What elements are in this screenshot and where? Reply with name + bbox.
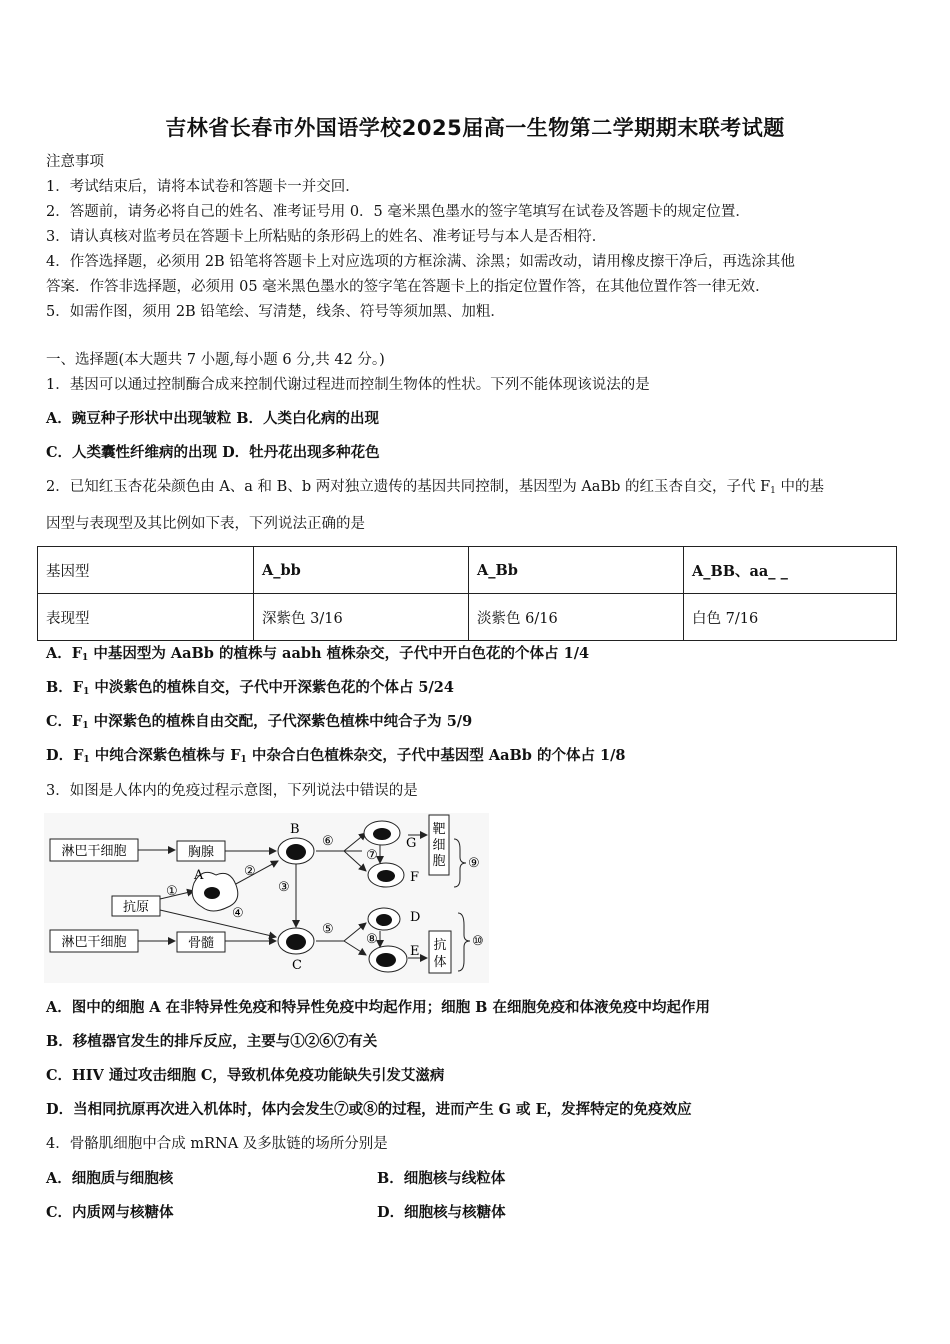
table-row <box>38 594 897 641</box>
question-1-options-cd: C．人类囊性纤维病的出现 D．牡丹花出现多种花色 <box>46 444 380 461</box>
question-2-option-a: A．$F_1$ 中基因型为 AaBb 的植株与 aabh 植株杂交，子代中开白色花的个体占 1/4 <box>46 645 590 663</box>
immune-process-diagram <box>44 813 489 983</box>
question-4-option-a: A．细胞质与细胞核 <box>46 1170 174 1187</box>
question-4-stem: 4．骨骼肌细胞中合成 mRNA 及多肽链的场所分别是 <box>46 1136 388 1152</box>
table-cell: 基因型 <box>38 547 254 594</box>
label-d: D <box>410 910 421 925</box>
question-1-stem: 1．基因可以通过控制酶合成来控制代谢过程进而控制生物体的性状。下列不能体现该说法的是 <box>46 377 650 393</box>
table-row <box>38 547 897 594</box>
notice-item: 3．请认真核对监考员在答题卡上所粘贴的条形码上的姓名、准考证号与本人是否相符． <box>46 229 607 245</box>
label-f: F <box>410 870 420 885</box>
lymph-stem-cell-label-2: 淋巴干细胞 <box>61 935 127 950</box>
label-n4: ④ <box>232 906 244 921</box>
notice-heading: 注意事项 <box>46 154 104 170</box>
label-e: E <box>410 944 420 959</box>
bone-marrow-label: 骨髓 <box>187 936 215 951</box>
question-2-option-b: B．$F_1$ 中淡紫色的植株自交，子代中开深紫色花的个体占 5/24 <box>46 679 454 697</box>
question-3-stem: 3．如图是人体内的免疫过程示意图，下列说法中错误的是 <box>46 783 418 799</box>
table-cell: A_Bb <box>469 547 684 594</box>
question-3-option-b: B．移植器官发生的排斥反应，主要与①②⑥⑦有关 <box>46 1033 378 1050</box>
label-n7: ⑦ <box>366 848 378 863</box>
question-3-option-c: C．HIV 通过攻击细胞 C，导致机体免疫功能缺失引发艾滋病 <box>46 1067 445 1084</box>
question-4-option-c: C．内质网与核糖体 <box>46 1204 174 1221</box>
question-3-option-d: D．当相同抗原再次进入机体时，体内会发生⑦或⑧的过程，进而产生 G 或 E，发挥特定的免疫效应 <box>46 1101 692 1118</box>
notice-item: 2．答题前，请务必将自己的姓名、准考证号用 0．5 毫米黑色墨水的签字笔填写在试卷及答题卡的规定位置． <box>46 204 750 220</box>
notice-item: 1．考试结束后，请将本试卷和答题卡一并交回． <box>46 179 360 195</box>
question-1-options-ab: A．豌豆种子形状中出现皱粒 B．人类白化病的出现 <box>46 410 380 427</box>
notice-item: 5．如需作图，须用 2B 铅笔绘、写清楚，线条、符号等须加黑、加粗． <box>46 304 505 320</box>
label-g: G <box>406 836 417 851</box>
notice-item: 答案．作答非选择题，必须用 05 毫米黑色墨水的签字笔在答题卡上的指定位置作答，在其他位置作答一律无效． <box>46 279 770 295</box>
label-n5: ⑤ <box>322 922 334 937</box>
table-cell: 淡紫色 6/16 <box>469 594 684 641</box>
question-3-option-a: A．图中的细胞 A 在非特异性免疫和特异性免疫中均起作用；细胞 B 在细胞免疫和体液免疫中均起作用 <box>46 999 710 1016</box>
label-n3: ③ <box>278 880 290 895</box>
table-cell: 白色 7/16 <box>684 594 897 641</box>
question-2-option-c: C．$F_1$ 中深紫色的植株自由交配，子代深紫色植株中纯合子为 5/9 <box>46 713 473 731</box>
label-c: C <box>292 958 302 973</box>
page-title: 吉林省长春市外国语学校2025届高一生物第二学期期末联考试题 <box>165 116 785 140</box>
label-n1: ① <box>166 884 178 899</box>
section-heading: 一、选择题(本大题共 7 小题,每小题 6 分,共 42 分。) <box>46 352 385 368</box>
question-2-stem-line1: 2．已知红玉杏花朵颜色由 A、a 和 B、b 两对独立遗传的基因共同控制，基因型为 AaBb 的红玉杏自交，子代 $F_1$ 中的基 <box>46 479 824 496</box>
label-n2: ② <box>244 864 256 879</box>
target-cell-label: 靶细胞 <box>432 822 446 869</box>
label-n8: ⑧ <box>366 932 378 947</box>
question-4-option-b: B．细胞核与线粒体 <box>377 1170 506 1187</box>
antigen-label: 抗原 <box>122 900 150 915</box>
label-n10: ⑩ <box>472 934 484 949</box>
question-2-option-d: D．$F_1$ 中纯合深紫色植株与 $F_1$ 中杂合白色植株杂交，子代中基因型 AaBb 的个体占 1/8 <box>46 747 626 765</box>
table-cell: A_BB、aa_ _ <box>684 547 897 594</box>
table-cell: 深紫色 3/16 <box>254 594 469 641</box>
label-a: A <box>194 868 204 883</box>
antibody-label: 抗体 <box>433 938 447 970</box>
notice-item: 4．作答选择题，必须用 2B 铅笔将答题卡上对应选项的方框涂满、涂黑；如需改动，请用橡皮擦干净后，再选涂其他 <box>46 254 795 270</box>
table-cell: 表现型 <box>38 594 254 641</box>
lymph-stem-cell-label-1: 淋巴干细胞 <box>61 844 127 859</box>
question-4-option-d: D．细胞核与核糖体 <box>377 1204 506 1221</box>
label-b: B <box>290 822 300 837</box>
question-2-stem-line2: 因型与表现型及其比例如下表，下列说法正确的是 <box>46 516 365 532</box>
label-n6: ⑥ <box>322 834 334 849</box>
table-cell: A_bb <box>254 547 469 594</box>
label-n9: ⑨ <box>468 856 480 871</box>
thymus-label: 胸腺 <box>187 845 215 860</box>
genotype-table <box>37 546 897 641</box>
